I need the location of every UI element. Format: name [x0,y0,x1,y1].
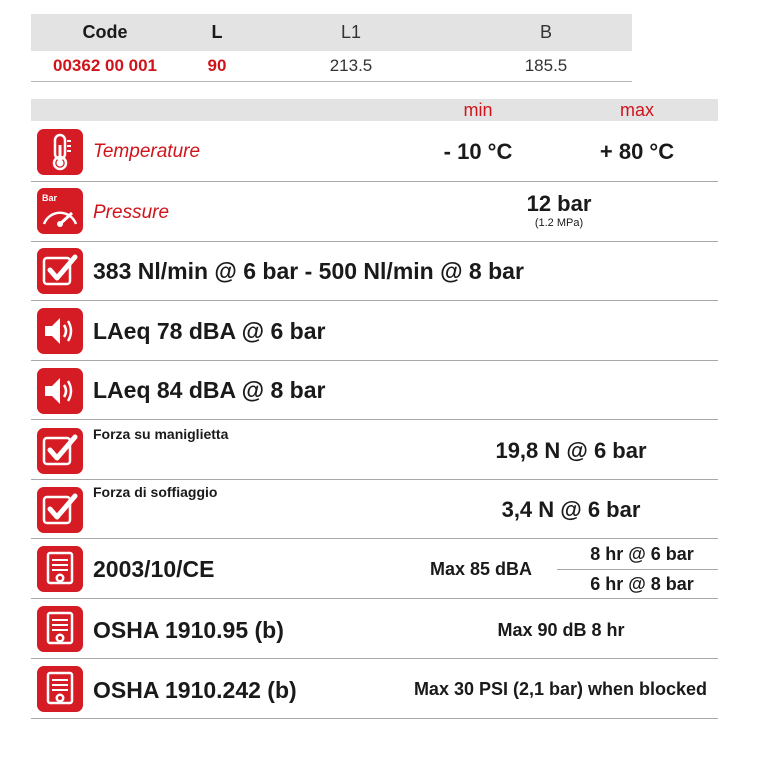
noise-text-2: LAeq 84 dBA @ 8 bar [93,377,326,403]
osha-text-2: OSHA 1910.242 (b) [93,677,297,703]
force-handle-value: 19,8 N @ 6 bar [495,438,647,463]
b-value: 185.5 [524,56,568,75]
min-label: min [463,100,493,120]
osha-text-1: OSHA 1910.95 (b) [93,617,284,643]
speaker-icon [37,368,83,414]
temperature-label: Temperature [93,141,201,162]
flow-text: 383 Nl/min @ 6 bar - 500 Nl/min @ 8 bar [93,258,524,284]
osha-value-2: Max 30 PSI (2,1 bar) when blocked [413,679,708,699]
temperature-min: - 10 °C [443,139,513,164]
thermometer-icon [37,129,83,175]
header-l1: L1 [340,22,362,42]
temperature-row [31,121,718,182]
code-table-header [31,14,632,51]
code-value: 00362 00 001 [53,56,157,75]
force-blow-value: 3,4 N @ 6 bar [501,497,641,522]
noise-row-2 [31,361,718,420]
checkmark-icon [37,487,83,533]
force-blow-row [31,480,718,539]
pressure-row [31,182,718,242]
directive-divider [557,569,718,570]
table-row [31,51,632,82]
pressure-gauge-icon [37,188,83,234]
speaker-icon [37,308,83,354]
flow-row [31,242,718,301]
l1-value: 213.5 [329,56,373,75]
force-blow-label: Forza di soffiaggio [93,484,218,500]
force-handle-label: Forza su maniglietta [93,426,229,442]
directive-text: 2003/10/CE [93,556,215,582]
certificate-icon [37,546,83,592]
directive-line-1: 8 hr @ 6 bar [590,544,694,564]
directive-max: Max 85 dBA [429,559,533,579]
checkmark-icon [37,248,83,294]
temperature-max: + 80 °C [599,139,675,164]
directive-line-2: 6 hr @ 8 bar [590,574,694,594]
gauge-text: Bar [42,193,58,203]
certificate-icon [37,606,83,652]
pressure-label: Pressure [93,202,170,223]
osha-row-1 [31,599,718,659]
certificate-icon [37,666,83,712]
checkmark-icon [37,428,83,474]
noise-row-1 [31,301,718,361]
force-handle-row [31,420,718,480]
noise-text-1: LAeq 78 dBA @ 6 bar [93,318,326,344]
pressure-value: 12 bar [526,191,592,216]
l-value: 90 [207,56,227,75]
osha-value-1: Max 90 dB 8 hr [497,620,625,640]
pressure-sub: (1.2 MPa) [534,217,584,229]
directive-row [31,539,718,599]
header-b: B [539,22,552,42]
osha-row-2 [31,659,718,719]
header-l: L [211,22,223,42]
header-code: Code [82,22,128,42]
max-label: max [619,100,654,120]
code-table [31,14,632,82]
min-max-header [31,99,718,121]
